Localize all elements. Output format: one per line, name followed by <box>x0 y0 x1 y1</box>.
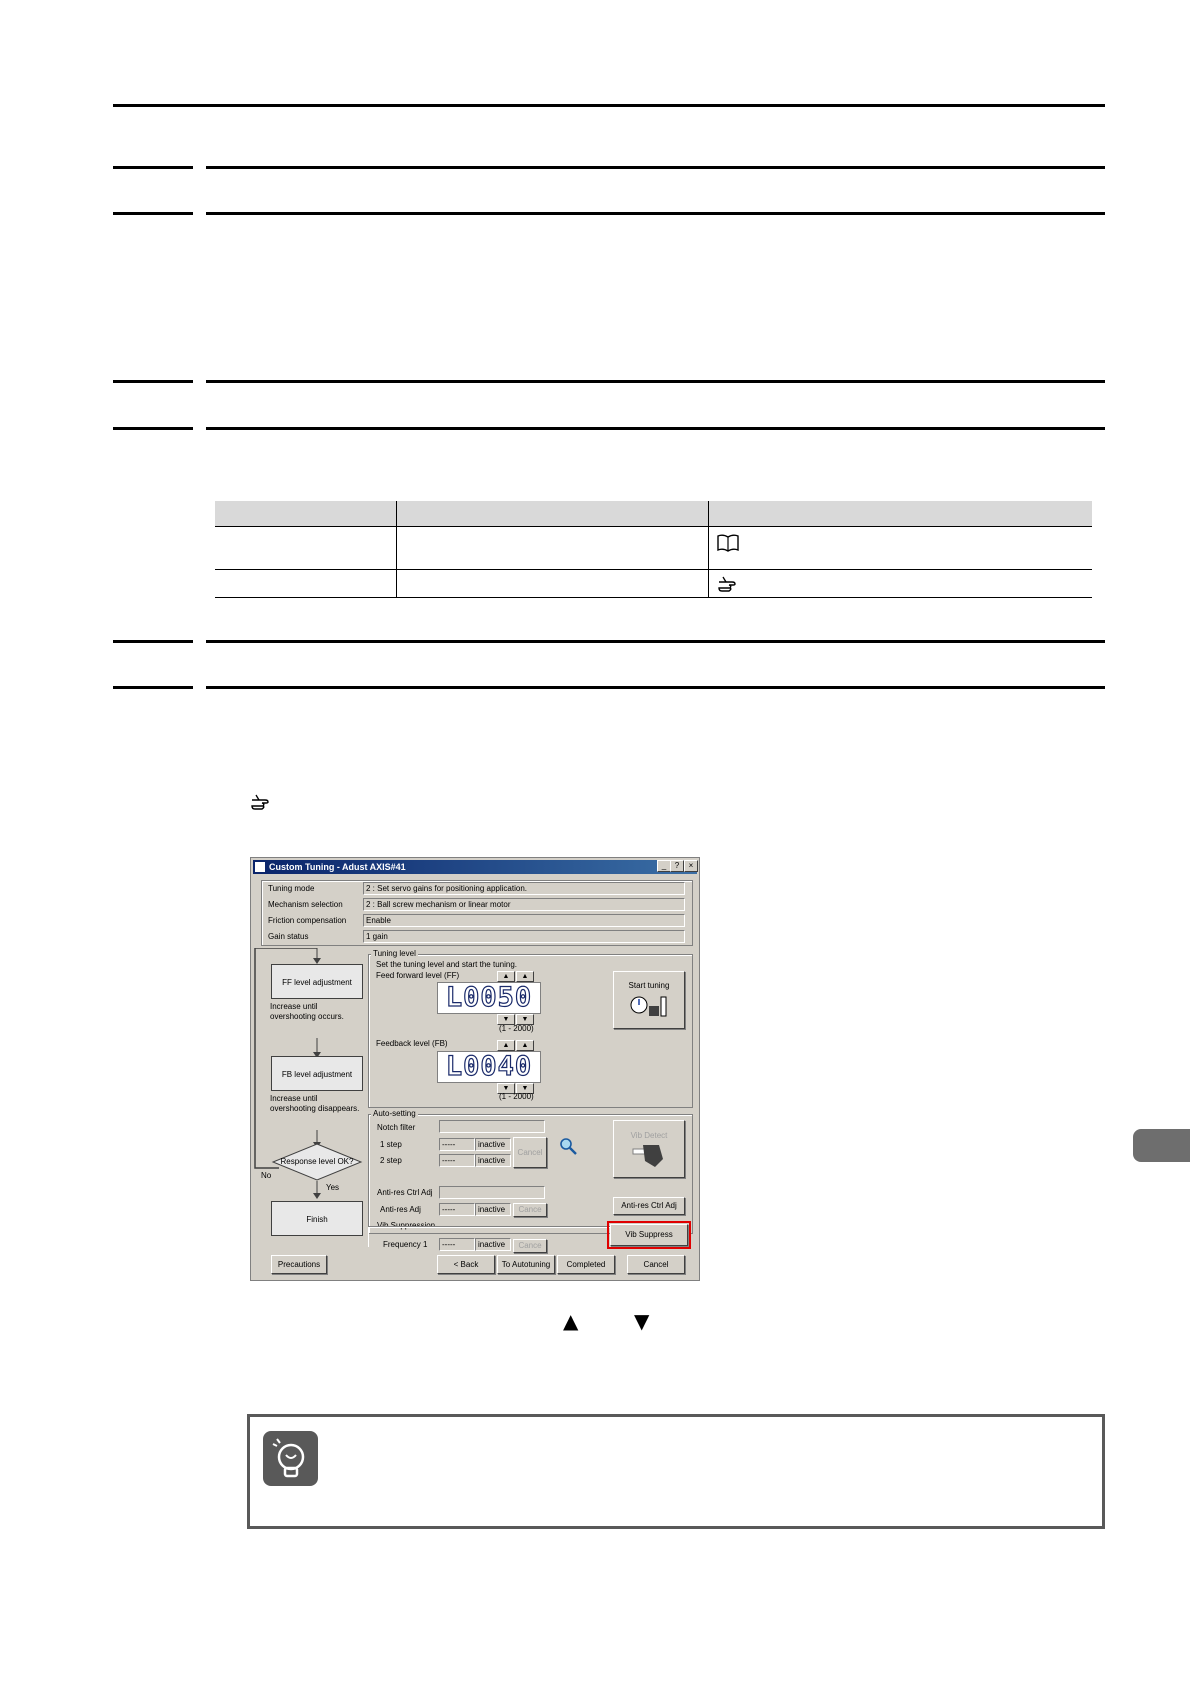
table-rule <box>215 597 1092 598</box>
frequency1-label: Frequency 1 <box>383 1240 428 1249</box>
section-rule-left <box>113 212 193 215</box>
flow-yes-label: Yes <box>326 1183 340 1192</box>
section-rule-right <box>206 380 1105 383</box>
antires-field <box>439 1186 545 1199</box>
step1-label: 1 step <box>380 1140 402 1149</box>
chapter-tab <box>1133 1129 1190 1162</box>
fb-down-button[interactable]: ▼ <box>516 1083 534 1094</box>
flow-decision-label: Response level OK? <box>280 1157 354 1166</box>
vib-cancel-button[interactable]: Cance <box>513 1239 547 1253</box>
vib-detect-icon <box>629 1141 669 1169</box>
antires-adj-label: Anti-res Adj <box>380 1205 421 1214</box>
ff-range: (1 - 2000) <box>499 1024 534 1033</box>
ff-down-button[interactable]: ▼ <box>516 1014 534 1025</box>
ff-label: Feed forward level (FF) <box>376 971 460 980</box>
flow-ff-adjustment: FF level adjustment <box>271 964 363 999</box>
flow-note-2: Increase until overshooting disappears. <box>270 1094 360 1113</box>
fb-label: Feedback level (FB) <box>376 1039 448 1048</box>
dialog-title: Custom Tuning - Adust AXIS#41 <box>269 862 406 872</box>
section-rule-left <box>113 427 193 430</box>
step2-label: 2 step <box>380 1156 402 1165</box>
fb-level-display: L0040 <box>437 1051 541 1083</box>
section-rule-left <box>113 380 193 383</box>
start-tuning-button[interactable] <box>613 971 685 1029</box>
app-icon <box>255 862 265 872</box>
info-value: Enable <box>363 914 685 927</box>
ff-up-fast-button[interactable]: ▲ <box>497 971 515 982</box>
vib-detect-button[interactable] <box>613 1120 685 1178</box>
step1-status: inactive <box>475 1138 511 1151</box>
lightbulb-icon <box>263 1431 318 1486</box>
section-rule-right <box>206 640 1105 643</box>
info-value: 2 : Ball screw mechanism or linear motor <box>363 898 685 911</box>
notch-filter-field <box>439 1120 545 1133</box>
frequency1-status: inactive <box>475 1238 511 1251</box>
info-label: Gain status <box>268 932 309 941</box>
section-rule-left <box>113 166 193 169</box>
flowchart-lines <box>311 1181 323 1201</box>
magnifier-icon <box>558 1136 578 1156</box>
section-rule-right <box>206 212 1105 215</box>
info-value: 1 gain <box>363 930 685 943</box>
flow-fb-adjustment: FB level adjustment <box>271 1056 363 1091</box>
up-arrow-symbol: ▲ <box>563 1309 579 1333</box>
precautions-button[interactable]: Precautions <box>271 1255 327 1274</box>
table-header <box>215 501 1092 526</box>
custom-tuning-dialog <box>250 857 700 1281</box>
vib-suppression-title: Vib Suppression <box>377 1221 436 1230</box>
frequency1-value: ----- <box>439 1238 475 1251</box>
pointing-hand-icon <box>716 576 742 594</box>
antires-value: ----- <box>439 1203 475 1216</box>
section-rule-right <box>206 427 1105 430</box>
to-autotuning-button[interactable]: To Autotuning <box>497 1255 555 1274</box>
table-rule <box>215 569 1092 570</box>
ff-up-button[interactable]: ▲ <box>516 971 534 982</box>
dialog-title-bar <box>253 860 697 874</box>
auto-setting-title: Auto-setting <box>373 1109 416 1118</box>
section-rule-right <box>206 686 1105 689</box>
cancel-button[interactable]: Cancel <box>627 1255 685 1274</box>
important-note-box <box>247 1414 1105 1529</box>
table-col-divider <box>708 501 709 597</box>
flow-finish: Finish <box>271 1201 363 1236</box>
step2-value: ----- <box>439 1154 475 1167</box>
help-button[interactable]: ? <box>670 860 684 872</box>
tuning-hint: Set the tuning level and start the tuning. <box>376 960 517 969</box>
minimize-button[interactable]: _ <box>657 860 671 872</box>
info-value: 2 : Set servo gains for positioning application. <box>363 882 685 895</box>
section-rule-right <box>206 166 1105 169</box>
table-col-divider <box>396 501 397 597</box>
tuning-level-title: Tuning level <box>373 949 416 958</box>
antires-label: Anti-res Ctrl Adj <box>377 1188 433 1197</box>
flow-no-label: No <box>261 1171 272 1180</box>
flow-note-1: Increase until overshooting occurs. <box>270 1002 344 1021</box>
vib-suppress-button[interactable]: Vib Suppress <box>610 1224 688 1246</box>
completed-button[interactable]: Completed <box>557 1255 615 1274</box>
ff-down-fast-button[interactable]: ▼ <box>497 1014 515 1025</box>
close-button[interactable]: × <box>684 860 698 872</box>
fb-down-fast-button[interactable]: ▼ <box>497 1083 515 1094</box>
table-rule <box>215 526 1092 527</box>
fb-up-fast-button[interactable]: ▲ <box>497 1040 515 1051</box>
antires-ctrl-adj-button[interactable]: Anti-res Ctrl Adj <box>613 1197 685 1215</box>
notch-cancel-button[interactable]: Cancel <box>513 1137 547 1168</box>
pointing-hand-icon <box>249 794 275 812</box>
fb-range: (1 - 2000) <box>499 1092 534 1101</box>
section-rule-left <box>113 686 193 689</box>
manual-book-icon <box>716 533 740 553</box>
antires-cancel-button[interactable]: Cance <box>513 1203 547 1217</box>
step1-value: ----- <box>439 1138 475 1151</box>
start-tuning-label: Start tuning <box>628 981 670 990</box>
antires-status: inactive <box>475 1203 511 1216</box>
vib-detect-label: Vib Detect <box>630 1131 668 1140</box>
fb-up-button[interactable]: ▲ <box>516 1040 534 1051</box>
back-button[interactable]: < Back <box>437 1255 495 1274</box>
info-label: Mechanism selection <box>268 900 343 909</box>
info-label: Friction compensation <box>268 916 347 925</box>
down-arrow-symbol: ▼ <box>634 1309 650 1333</box>
section-rule-left <box>113 640 193 643</box>
tuning-clock-icon <box>629 993 669 1019</box>
notch-filter-label: Notch filter <box>377 1123 416 1132</box>
top-rule <box>113 104 1105 107</box>
info-label: Tuning mode <box>268 884 315 893</box>
ff-level-display: L0050 <box>437 982 541 1014</box>
step2-status: inactive <box>475 1154 511 1167</box>
